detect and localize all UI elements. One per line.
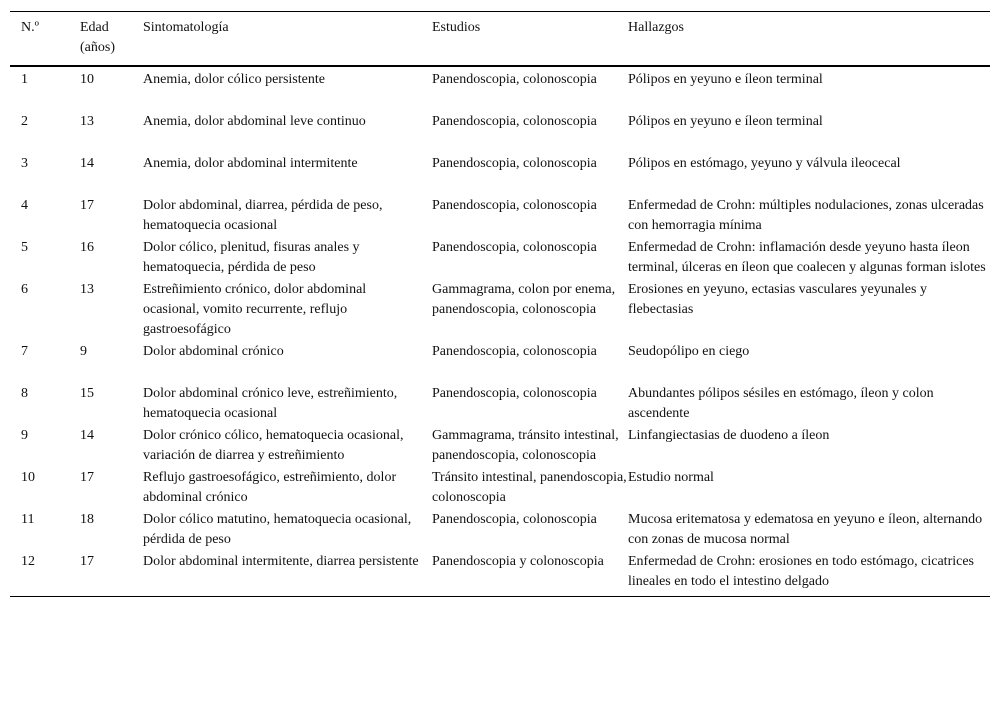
document-page xyxy=(10,11,986,597)
cell-age: 15 xyxy=(80,386,94,401)
cell-age: 17 xyxy=(80,550,143,597)
table-row xyxy=(10,236,990,278)
cell-findings: Seudopólipo en ciego xyxy=(628,344,750,359)
table-row xyxy=(10,382,990,424)
cell-age: 14 xyxy=(80,156,94,171)
cell-age: 17 xyxy=(80,198,94,213)
cell-findings: Mucosa eritematosa y edematosa en yeyuno e íleon, alternando con zonas de mucosa normal xyxy=(628,512,983,547)
cell-age: 13 xyxy=(80,114,94,129)
cell-number: 1 xyxy=(21,72,28,87)
cell-symptoms: Dolor cólico matutino, hematoquecia ocasional, pérdida de peso xyxy=(143,512,412,547)
table-header xyxy=(10,12,990,67)
cell-studies: Panendoscopia, colonoscopia xyxy=(432,386,597,401)
cell-findings: Enfermedad de Crohn: inflamación desde yeyuno hasta íleon terminal, úlceras en íleon que coalecen y algunas forman islotes xyxy=(628,240,986,275)
cell-studies: Gammagrama, tránsito intestinal, panendoscopia, colonoscopia xyxy=(432,428,619,463)
cell-number: 9 xyxy=(21,428,28,443)
table-body xyxy=(10,66,990,597)
cell-age: 10 xyxy=(80,72,94,87)
table-row xyxy=(10,66,990,110)
cell-number: 3 xyxy=(21,156,28,171)
cell-findings: Abundantes pólipos sésiles en estómago, íleon y colon ascendente xyxy=(628,386,934,421)
cell-number: 6 xyxy=(21,282,28,297)
cell-findings: Enfermedad de Crohn: múltiples nodulaciones, zonas ulceradas con hemorragia mínima xyxy=(628,198,984,233)
cell-number: 2 xyxy=(21,114,28,129)
header-age: Edad (años) xyxy=(80,20,115,55)
table-row xyxy=(10,466,990,508)
cell-number: 4 xyxy=(21,198,28,213)
header-number: N.º xyxy=(21,20,39,35)
table-row xyxy=(10,550,990,597)
cell-number: 11 xyxy=(21,512,35,527)
cell-number: 12 xyxy=(10,550,80,597)
table-row xyxy=(10,194,990,236)
clinical-findings-table xyxy=(10,11,990,597)
cell-studies: Panendoscopia, colonoscopia xyxy=(432,72,597,87)
cell-studies: Panendoscopia, colonoscopia xyxy=(432,512,597,527)
cell-symptoms: Anemia, dolor abdominal intermitente xyxy=(143,156,358,171)
cell-symptoms: Anemia, dolor cólico persistente xyxy=(143,72,325,87)
cell-symptoms: Dolor abdominal crónico leve, estreñimiento, hematoquecia ocasional xyxy=(143,386,398,421)
cell-symptoms: Dolor abdominal, diarrea, pérdida de peso, hematoquecia ocasional xyxy=(143,198,383,233)
table-row xyxy=(10,278,990,340)
table-row xyxy=(10,340,990,382)
cell-studies: Panendoscopia, colonoscopia xyxy=(432,198,597,213)
cell-symptoms: Reflujo gastroesofágico, estreñimiento, dolor abdominal crónico xyxy=(143,470,397,505)
cell-number: 7 xyxy=(21,344,28,359)
header-row xyxy=(10,12,990,67)
cell-findings: Enfermedad de Crohn: erosiones en todo estómago, cicatrices lineales en todo el intestino delgado xyxy=(628,550,990,597)
cell-number: 10 xyxy=(21,470,35,485)
cell-studies: Panendoscopia, colonoscopia xyxy=(432,156,597,171)
cell-symptoms: Dolor abdominal intermitente, diarrea persistente xyxy=(143,550,432,597)
table-row xyxy=(10,110,990,152)
cell-age: 9 xyxy=(80,344,87,359)
cell-findings: Estudio normal xyxy=(628,470,714,485)
cell-age: 18 xyxy=(80,512,94,527)
cell-age: 16 xyxy=(80,240,94,255)
cell-number: 5 xyxy=(21,240,28,255)
cell-symptoms: Dolor cólico, plenitud, fisuras anales y hematoquecia, pérdida de peso xyxy=(143,240,360,275)
cell-findings: Pólipos en yeyuno e íleon terminal xyxy=(628,72,823,87)
cell-findings: Pólipos en yeyuno e íleon terminal xyxy=(628,114,823,129)
header-findings: Hallazgos xyxy=(628,20,684,35)
cell-findings: Pólipos en estómago, yeyuno y válvula ileocecal xyxy=(628,156,901,171)
table-row xyxy=(10,152,990,194)
cell-age: 14 xyxy=(80,428,94,443)
cell-symptoms: Anemia, dolor abdominal leve continuo xyxy=(143,114,366,129)
cell-symptoms: Dolor crónico cólico, hematoquecia ocasional, variación de diarrea y estreñimiento xyxy=(143,428,404,463)
table-row xyxy=(10,424,990,466)
cell-findings: Linfangiectasias de duodeno a íleon xyxy=(628,428,830,443)
cell-studies: Gammagrama, colon por enema, panendoscopia, colonoscopia xyxy=(432,282,616,317)
cell-age: 17 xyxy=(80,470,94,485)
cell-symptoms: Estreñimiento crónico, dolor abdominal ocasional, vomito recurrente, reflujo gastroesofágico xyxy=(143,282,367,337)
cell-studies: Panendoscopia y colonoscopia xyxy=(432,550,628,597)
table-row xyxy=(10,508,990,550)
cell-findings: Erosiones en yeyuno, ectasias vasculares yeyunales y flebectasias xyxy=(628,282,927,317)
cell-symptoms: Dolor abdominal crónico xyxy=(143,344,284,359)
cell-studies: Panendoscopia, colonoscopia xyxy=(432,114,597,129)
cell-studies: Tránsito intestinal, panendoscopia, colonoscopia xyxy=(432,470,627,505)
header-symptoms: Sintomatología xyxy=(143,20,229,35)
cell-studies: Panendoscopia, colonoscopia xyxy=(432,344,597,359)
cell-studies: Panendoscopia, colonoscopia xyxy=(432,240,597,255)
cell-number: 8 xyxy=(21,386,28,401)
cell-age: 13 xyxy=(80,282,94,297)
header-studies: Estudios xyxy=(432,20,481,35)
